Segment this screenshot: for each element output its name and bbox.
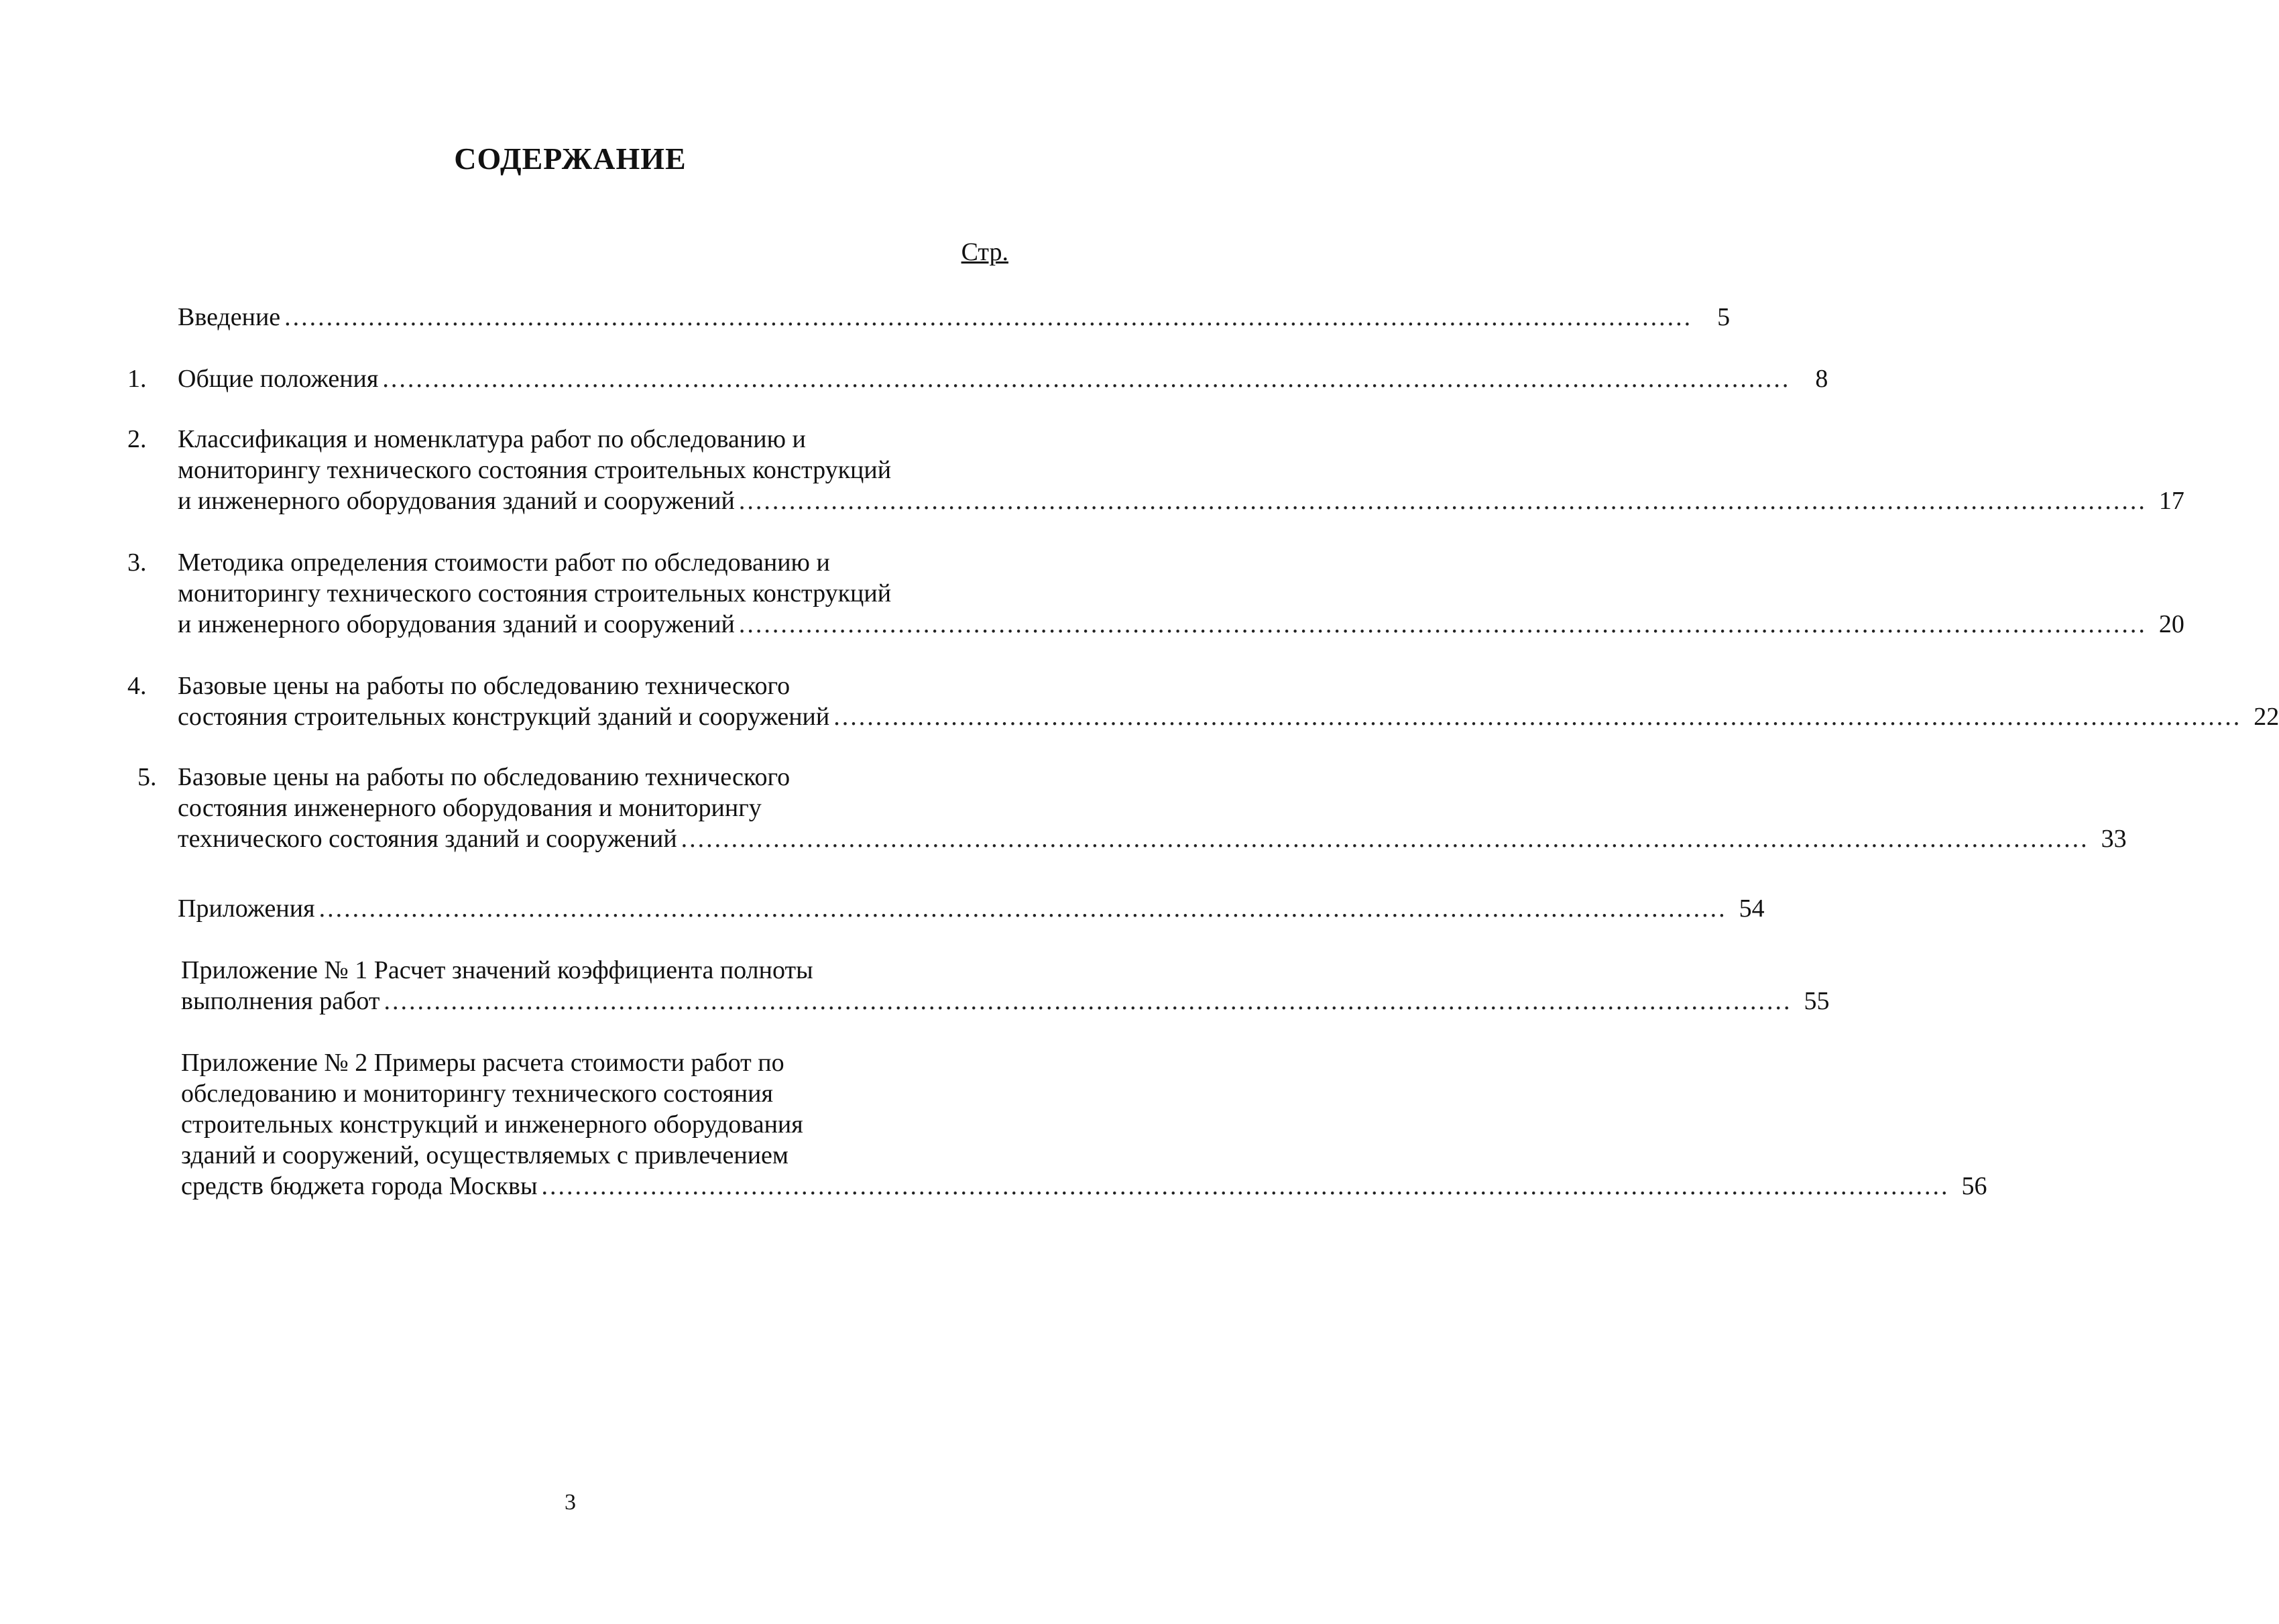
toc-entry-page: 5 (1717, 303, 1731, 331)
toc-entry-title: Приложения (178, 894, 315, 923)
page-number: 3 (565, 1490, 576, 1515)
toc-entry-page: 17 (2158, 487, 2184, 515)
toc-leader-dots: ........................................................................................................................................................................ (382, 365, 1791, 393)
toc-entry-line: состояния инженерного оборудования и мониторингу (178, 794, 762, 822)
page-title: СОДЕРЖАНИЕ (454, 141, 687, 176)
toc-entry-line: Приложение № 1 Расчет значений коэффициента полноты (181, 956, 813, 984)
toc-entry-line: мониторингу технического состояния строительных конструкций (178, 579, 892, 607)
toc-entry-page: 20 (2158, 610, 2184, 638)
toc-entry-line: Приложение № 2 Примеры расчета стоимости работ по (181, 1049, 784, 1077)
toc-line (181, 1171, 1987, 1202)
toc-entry-title: технического состояния зданий и сооружений (178, 825, 677, 853)
toc-line (178, 701, 2279, 732)
toc-line (178, 893, 1765, 924)
toc-leader-dots: ........................................................................................................................................................................ (284, 303, 1693, 331)
toc-leader-dots: ........................................................................................................................................................................ (738, 610, 2147, 638)
toc-entry-title: и инженерного оборудования зданий и сооружений (178, 487, 735, 515)
toc-entry-page: 54 (1739, 894, 1765, 923)
toc-line (178, 363, 1828, 394)
toc-entry-line: строительных конструкций и инженерного оборудования (181, 1110, 803, 1139)
toc-entry-title: и инженерного оборудования зданий и сооружений (178, 610, 735, 638)
toc-entry-number: 2. (127, 425, 147, 453)
toc-line (178, 302, 1731, 333)
toc-entry-line: Базовые цены на работы по обследованию технического (178, 763, 791, 791)
toc-entry-line: обследованию и мониторингу технического состояния (181, 1080, 773, 1108)
toc-entry-page: 22 (2254, 703, 2279, 731)
toc-leader-dots: ........................................................................................................................................................................ (318, 894, 1727, 923)
toc-entry-page: 55 (1804, 987, 1830, 1015)
toc-leader-dots: ........................................................................................................................................................................ (541, 1172, 1950, 1200)
toc-entry-number: 5. (137, 763, 157, 791)
toc-entry-title: Общие положения (178, 365, 379, 393)
toc-line (178, 609, 2184, 640)
toc-entry-title: состояния строительных конструкций зданий и сооружений (178, 703, 830, 731)
page-column-label: Стр. (961, 238, 1008, 266)
toc-entry-page: 33 (2101, 825, 2127, 853)
toc-entry-number: 3. (127, 548, 147, 577)
toc-entry-number: 1. (127, 365, 147, 393)
toc-entry-page: 8 (1815, 365, 1828, 393)
toc-entry-line: Классификация и номенклатура работ по обследованию и (178, 425, 806, 453)
toc-entry-title: выполнения работ (181, 987, 380, 1015)
toc-entry-line: Методика определения стоимости работ по обследованию и (178, 548, 830, 577)
toc-entry-number: 4. (127, 672, 147, 700)
toc-leader-dots: ........................................................................................................................................................................ (681, 825, 2089, 853)
toc-line (178, 823, 2127, 854)
toc-leader-dots: ........................................................................................................................................................................ (738, 487, 2147, 515)
toc-leader-dots: ........................................................................................................................................................................ (833, 703, 2242, 731)
toc-line (178, 485, 2184, 516)
toc-line (181, 986, 1830, 1017)
toc-entry-title: средств бюджета города Москвы (181, 1172, 538, 1200)
toc-entry-title: Введение (178, 303, 281, 331)
toc-entry-line: зданий и сооружений, осуществляемых с привлечением (181, 1141, 788, 1169)
toc-entry-line: Базовые цены на работы по обследованию технического (178, 672, 791, 700)
toc-leader-dots: ........................................................................................................................................................................ (384, 987, 1792, 1015)
toc-entry-page: 56 (1961, 1172, 1987, 1200)
toc-entry-line: мониторингу технического состояния строительных конструкций (178, 456, 892, 484)
